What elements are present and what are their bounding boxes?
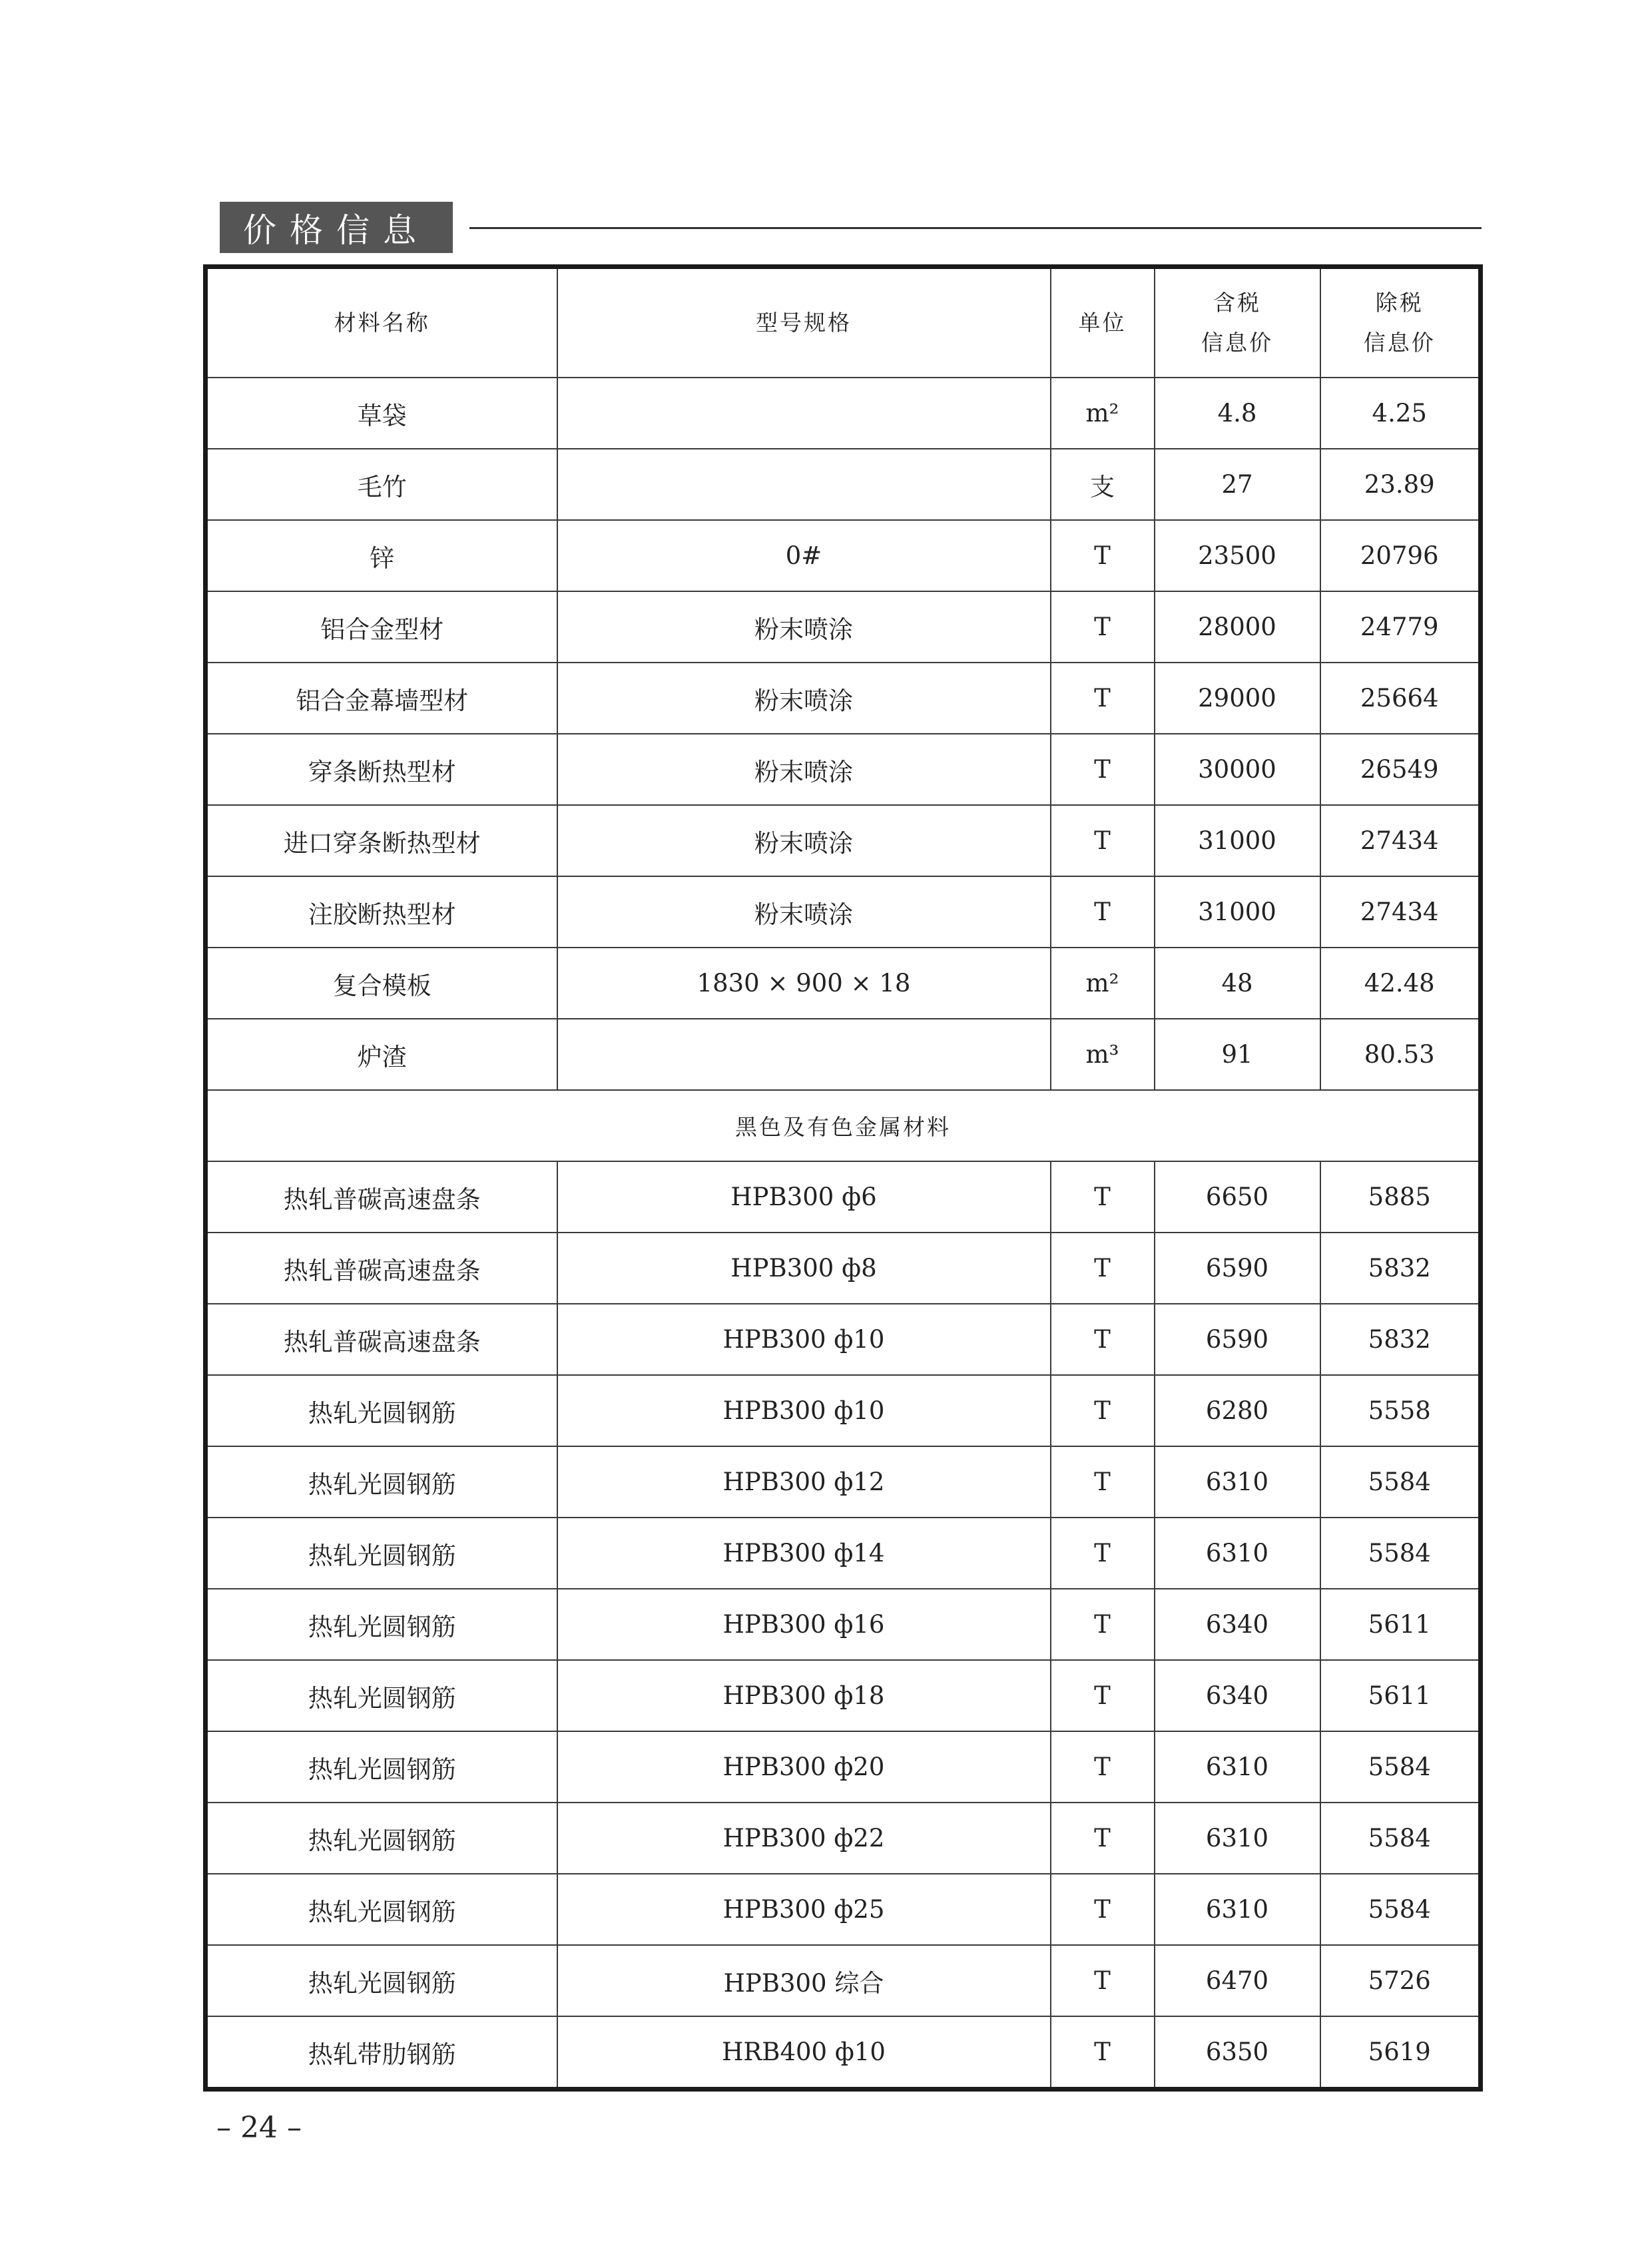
- cell-spec: 1830 × 900 × 18: [557, 948, 1051, 1019]
- cell-tax-included-price: 28000: [1155, 591, 1320, 663]
- cell-spec: 粉末喷涂: [557, 876, 1051, 948]
- cell-unit: T: [1051, 663, 1155, 734]
- cell-material-name: 铝合金型材: [206, 591, 557, 663]
- cell-tax-included-price: 6590: [1155, 1233, 1320, 1304]
- cell-unit: T: [1051, 1660, 1155, 1731]
- header-tax-excluded-line2: 信息价: [1363, 330, 1436, 356]
- cell-material-name: 铝合金幕墙型材: [206, 663, 557, 734]
- table-row: [206, 1660, 1481, 1731]
- table-row: [206, 876, 1481, 948]
- cell-tax-included-price: 6590: [1155, 1304, 1320, 1375]
- table-row: [206, 591, 1481, 663]
- cell-unit: T: [1051, 1803, 1155, 1874]
- cell-tax-excluded-price: 25664: [1320, 663, 1481, 734]
- cell-material-name: 热轧光圆钢筋: [206, 1660, 557, 1731]
- cell-tax-excluded-price: 5584: [1320, 1731, 1481, 1803]
- table-row: [206, 1161, 1481, 1233]
- cell-spec: HRB400 ф10: [557, 2016, 1051, 2090]
- cell-tax-excluded-price: 5584: [1320, 1874, 1481, 1945]
- cell-tax-included-price: 6340: [1155, 1589, 1320, 1660]
- cell-tax-excluded-price: 42.48: [1320, 948, 1481, 1019]
- cell-tax-included-price: 6340: [1155, 1660, 1320, 1731]
- table-header-row: [206, 267, 1481, 378]
- cell-material-name: 热轧光圆钢筋: [206, 1874, 557, 1945]
- cell-unit: T: [1051, 1589, 1155, 1660]
- cell-unit: T: [1051, 1304, 1155, 1375]
- table-row: [206, 2016, 1481, 2090]
- cell-spec: [557, 449, 1051, 520]
- cell-unit: T: [1051, 591, 1155, 663]
- table-row: [206, 1446, 1481, 1518]
- table-row: [206, 1874, 1481, 1945]
- table-row: [206, 1731, 1481, 1803]
- cell-material-name: 进口穿条断热型材: [206, 805, 557, 876]
- cell-unit: m³: [1051, 1019, 1155, 1090]
- table-row: [206, 805, 1481, 876]
- cell-tax-included-price: 6470: [1155, 1945, 1320, 2016]
- cell-tax-included-price: 6310: [1155, 1874, 1320, 1945]
- cell-tax-included-price: 23500: [1155, 520, 1320, 591]
- cell-tax-included-price: 27: [1155, 449, 1320, 520]
- cell-tax-included-price: 6310: [1155, 1731, 1320, 1803]
- table-row: [206, 1945, 1481, 2016]
- cell-unit: T: [1051, 805, 1155, 876]
- cell-material-name: 热轧光圆钢筋: [206, 1945, 557, 2016]
- header-tax-excluded-line1: 除税: [1375, 290, 1424, 316]
- cell-tax-excluded-price: 20796: [1320, 520, 1481, 591]
- cell-unit: T: [1051, 1233, 1155, 1304]
- table-row: [206, 378, 1481, 449]
- cell-spec: 粉末喷涂: [557, 805, 1051, 876]
- cell-tax-included-price: 6280: [1155, 1375, 1320, 1446]
- header-material-name: 材料名称: [206, 267, 557, 378]
- cell-spec: HPB300 ф8: [557, 1233, 1051, 1304]
- header-spec: 型号规格: [557, 267, 1051, 378]
- cell-spec: HPB300 ф12: [557, 1446, 1051, 1518]
- cell-spec: [557, 378, 1051, 449]
- table-row: [206, 1803, 1481, 1874]
- cell-material-name: 注胶断热型材: [206, 876, 557, 948]
- cell-tax-excluded-price: 5558: [1320, 1375, 1481, 1446]
- cell-tax-excluded-price: 80.53: [1320, 1019, 1481, 1090]
- cell-unit: T: [1051, 734, 1155, 805]
- cell-material-name: 热轧光圆钢筋: [206, 1518, 557, 1589]
- header-tax-excluded-price: [1320, 267, 1481, 378]
- table-row: [206, 1019, 1481, 1090]
- cell-tax-included-price: 4.8: [1155, 378, 1320, 449]
- cell-material-name: 热轧光圆钢筋: [206, 1731, 557, 1803]
- cell-unit: T: [1051, 1874, 1155, 1945]
- cell-tax-included-price: 6350: [1155, 2016, 1320, 2090]
- cell-material-name: 热轧普碳高速盘条: [206, 1161, 557, 1233]
- cell-unit: T: [1051, 1375, 1155, 1446]
- cell-tax-excluded-price: 26549: [1320, 734, 1481, 805]
- cell-spec: HPB300 ф20: [557, 1731, 1051, 1803]
- table-row: [206, 1375, 1481, 1446]
- cell-material-name: 热轧光圆钢筋: [206, 1589, 557, 1660]
- section-row: [206, 1090, 1481, 1161]
- cell-material-name: 穿条断热型材: [206, 734, 557, 805]
- table-row: [206, 1233, 1481, 1304]
- cell-material-name: 热轧普碳高速盘条: [206, 1304, 557, 1375]
- page-number: – 24 –: [216, 2111, 302, 2145]
- cell-spec: 粉末喷涂: [557, 591, 1051, 663]
- table-row: [206, 520, 1481, 591]
- cell-spec: [557, 1019, 1051, 1090]
- cell-tax-excluded-price: 5584: [1320, 1446, 1481, 1518]
- cell-tax-excluded-price: 5832: [1320, 1304, 1481, 1375]
- cell-unit: T: [1051, 1446, 1155, 1518]
- cell-spec: HPB300 ф10: [557, 1304, 1051, 1375]
- cell-spec: HPB300 ф22: [557, 1803, 1051, 1874]
- cell-tax-included-price: 6650: [1155, 1161, 1320, 1233]
- cell-unit: m²: [1051, 948, 1155, 1019]
- section-rule: [469, 227, 1482, 229]
- cell-tax-included-price: 48: [1155, 948, 1320, 1019]
- header-tax-included-price: [1155, 267, 1320, 378]
- cell-tax-excluded-price: 24779: [1320, 591, 1481, 663]
- cell-tax-included-price: 29000: [1155, 663, 1320, 734]
- header-tax-included-line1: 含税: [1213, 290, 1261, 316]
- cell-tax-included-price: 31000: [1155, 876, 1320, 948]
- cell-tax-excluded-price: 27434: [1320, 876, 1481, 948]
- cell-material-name: 热轧普碳高速盘条: [206, 1233, 557, 1304]
- cell-tax-excluded-price: 5584: [1320, 1518, 1481, 1589]
- cell-spec: HPB300 ф18: [557, 1660, 1051, 1731]
- cell-tax-excluded-price: 23.89: [1320, 449, 1481, 520]
- cell-tax-included-price: 91: [1155, 1019, 1320, 1090]
- price-table: [203, 264, 1483, 2092]
- cell-material-name: 锌: [206, 520, 557, 591]
- cell-spec: HPB300 综合: [557, 1945, 1051, 2016]
- cell-unit: T: [1051, 1161, 1155, 1233]
- cell-material-name: 炉渣: [206, 1019, 557, 1090]
- cell-spec: HPB300 ф14: [557, 1518, 1051, 1589]
- cell-tax-excluded-price: 27434: [1320, 805, 1481, 876]
- cell-unit: T: [1051, 1518, 1155, 1589]
- table-row: [206, 1589, 1481, 1660]
- cell-material-name: 复合模板: [206, 948, 557, 1019]
- cell-unit: T: [1051, 2016, 1155, 2090]
- header-unit: 单位: [1051, 267, 1155, 378]
- table-row: [206, 1304, 1481, 1375]
- cell-material-name: 草袋: [206, 378, 557, 449]
- cell-spec: HPB300 ф16: [557, 1589, 1051, 1660]
- cell-spec: HPB300 ф25: [557, 1874, 1051, 1945]
- cell-tax-excluded-price: 5611: [1320, 1589, 1481, 1660]
- cell-unit: T: [1051, 1731, 1155, 1803]
- cell-material-name: 热轧带肋钢筋: [206, 2016, 557, 2090]
- header-tax-included-line2: 信息价: [1201, 330, 1273, 356]
- cell-tax-included-price: 30000: [1155, 734, 1320, 805]
- cell-tax-excluded-price: 5611: [1320, 1660, 1481, 1731]
- table-row: [206, 449, 1481, 520]
- cell-spec: 粉末喷涂: [557, 734, 1051, 805]
- cell-unit: m²: [1051, 378, 1155, 449]
- table-row: [206, 663, 1481, 734]
- cell-material-name: 热轧光圆钢筋: [206, 1375, 557, 1446]
- table-row: [206, 948, 1481, 1019]
- cell-material-name: 热轧光圆钢筋: [206, 1446, 557, 1518]
- cell-tax-included-price: 31000: [1155, 805, 1320, 876]
- cell-tax-excluded-price: 5584: [1320, 1803, 1481, 1874]
- cell-spec: 0#: [557, 520, 1051, 591]
- cell-spec: 粉末喷涂: [557, 663, 1051, 734]
- cell-material-name: 热轧光圆钢筋: [206, 1803, 557, 1874]
- cell-material-name: 毛竹: [206, 449, 557, 520]
- table-row: [206, 1518, 1481, 1589]
- cell-unit: T: [1051, 520, 1155, 591]
- cell-tax-included-price: 6310: [1155, 1803, 1320, 1874]
- cell-tax-excluded-price: 5832: [1320, 1233, 1481, 1304]
- cell-spec: HPB300 ф10: [557, 1375, 1051, 1446]
- cell-tax-included-price: 6310: [1155, 1446, 1320, 1518]
- cell-tax-excluded-price: 5619: [1320, 2016, 1481, 2090]
- cell-tax-excluded-price: 5885: [1320, 1161, 1481, 1233]
- cell-unit: T: [1051, 1945, 1155, 2016]
- cell-unit: T: [1051, 876, 1155, 948]
- cell-tax-excluded-price: 5726: [1320, 1945, 1481, 2016]
- table-row: [206, 734, 1481, 805]
- cell-tax-included-price: 6310: [1155, 1518, 1320, 1589]
- cell-tax-excluded-price: 4.25: [1320, 378, 1481, 449]
- cell-spec: HPB300 ф6: [557, 1161, 1051, 1233]
- section-label: 黑色及有色金属材料: [206, 1090, 1481, 1161]
- section-title: 价格信息: [220, 202, 453, 253]
- cell-unit: 支: [1051, 449, 1155, 520]
